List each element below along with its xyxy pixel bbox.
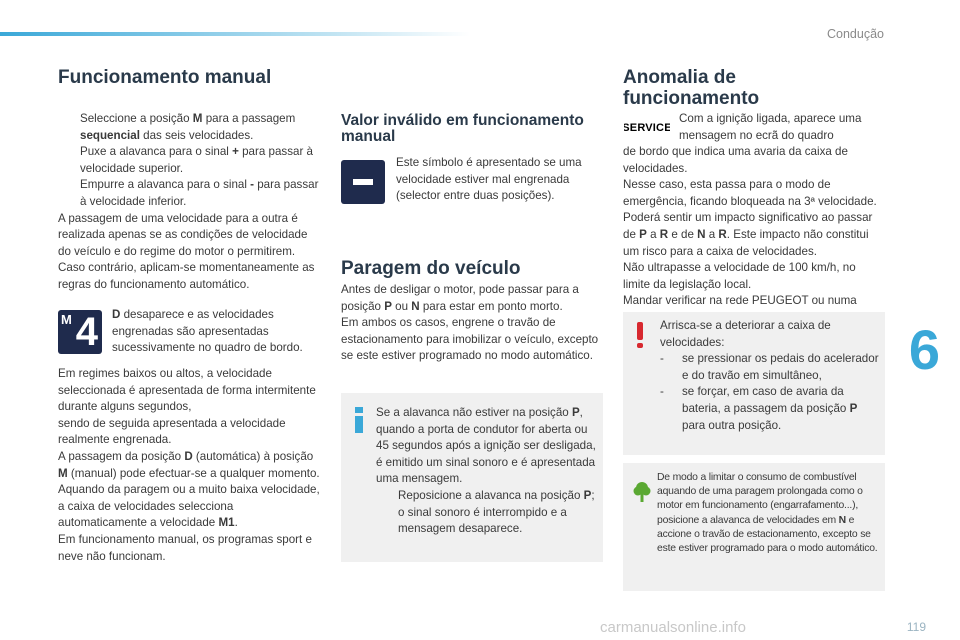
info-box (341, 393, 603, 562)
paragraph-peugeot: Mandar verificar na rede PEUGEOT ou numa (623, 294, 857, 308)
paragraph-service-cont: de bordo que indica uma avaria da caixa de velocidades. (623, 145, 848, 175)
eco-text: De modo a limitar o consumo de combustível aquando de uma paragem prolongada como o motor em funcionamento (engarrafamento...), posicione a alavanca de velocidades em N e accione o travão de estacionamento, excepto se este estiver programado para o modo automático. (657, 472, 878, 555)
warning-exclamation-icon (637, 322, 643, 348)
col1-bullets (58, 111, 320, 294)
watermark: carmanualsonline.info (600, 619, 746, 636)
warning-box (623, 312, 885, 455)
paragraph-emergency-mode: Nesse caso, esta passa para o modo de emergência, ficando bloqueada na 3ª velocidade. Poderá sentir um impacto significativo ao passar de P a R e de N a R. Este impacto não constitui um risco para a caixa de velocidades. (623, 178, 877, 258)
bullet-item: Puxe a alavanca para o sinal + para passar à velocidade superior. (80, 145, 314, 175)
section-title: Condução (827, 27, 884, 41)
gear-display-text: D desaparece e as velocidades engrenadas são apresentadas sucessivamente no quadro de bordo. (112, 308, 303, 355)
heading-paragem-veiculo: Paragem do veículo (341, 258, 521, 279)
paragraph-parking-brake: Em ambos os casos, engrene o travão de estacionamento para imobilizar o veículo, excepto se este estiver programado no modo automático. (341, 316, 599, 363)
warning-item: - se forçar, em caso de avaria da bateria, a passagem da posição P para outra posição. (660, 385, 858, 432)
paragraph-sport-neve: Em funcionamento manual, os programas sport e neve não funcionam. (58, 532, 312, 563)
minus-symbol-text: Este símbolo é apresentado se uma velocidade estiver mal engrenada (selector entre duas posições). (396, 156, 582, 203)
paragraph-gear-change: A passagem de uma velocidade para a outra é realizada apenas se as condições de velocidade do veículo e do regime do motor o permitirem. Caso contrário, aplicam-se momentaneamente as regras do funcionamento automático. (58, 211, 315, 291)
paragraph-m1: Aquando da paragem ou a muito baixa velocidade, a caixa de velocidades selecciona automaticamente a velocidade M1. (58, 483, 320, 530)
paragraph-regimes-cont: sendo de seguida apresentada a velocidade realmente engrenada. (58, 416, 286, 447)
m4-gear-display-icon: M 4 (58, 310, 102, 354)
paragraph-d-to-m: A passagem da posição D (automática) à posição M (manual) pode efectuar-se a qualquer momento. (58, 449, 320, 480)
service-label: SERVICE (624, 122, 670, 134)
info-bullet: Reposicione a alavanca na posição P; o sinal sonoro é interrompido e a mensagem desaparece. (398, 488, 595, 536)
col2-paragraphs (341, 282, 603, 365)
heading-funcionamento-manual: Funcionamento manual (58, 67, 272, 88)
bullet-item: Seleccione a posição M para a passagem sequencial das seis velocidades. (80, 112, 296, 142)
header-accent-bar (0, 32, 470, 36)
heading-valor-invalido: Valor inválido em funcionamento manual (341, 112, 584, 145)
info-icon (355, 407, 363, 433)
heading-anomalia: Anomalia de funcionamento (623, 67, 760, 109)
chapter-number: 6 (908, 318, 940, 381)
paragraph-speed-limit: Não ultrapasse a velocidade de 100 km/h, no limite da legislação local. (623, 261, 856, 291)
bullet-item: Empurre a alavanca para o sinal - para passar à velocidade inferior. (80, 178, 319, 208)
page-number: 119 (906, 620, 926, 634)
warning-intro: Arrisca-se a deteriorar a caixa de velocidades: (660, 319, 831, 349)
info-text: Se a alavanca não estiver na posição P, quando a porta de condutor for aberta ou 45 segundos após a ignição ser desligada, é emitido um sinal sonoro e é apresentada uma mensagem. (376, 406, 596, 486)
service-warning-icon (624, 117, 670, 137)
paragraph-regimes: Em regimes baixos ou altos, a velocidade seleccionada é apresentada de forma intermitente durante alguns segundos, (58, 367, 316, 414)
eco-box (623, 463, 885, 591)
eco-tree-icon (633, 481, 651, 503)
warning-item: - se pressionar os pedais do acelerador e do travão em simultâneo, (660, 352, 879, 382)
paragraph-p-or-n: Antes de desligar o motor, pode passar para a posição P ou N para estar em ponto morto. (341, 283, 579, 313)
service-text: Com a ignição ligada, aparece uma mensagem no ecrã do quadro (679, 112, 862, 142)
col1-lower-paragraphs (58, 366, 320, 565)
col3-paragraphs (623, 144, 885, 327)
minus-symbol-icon (341, 160, 385, 204)
